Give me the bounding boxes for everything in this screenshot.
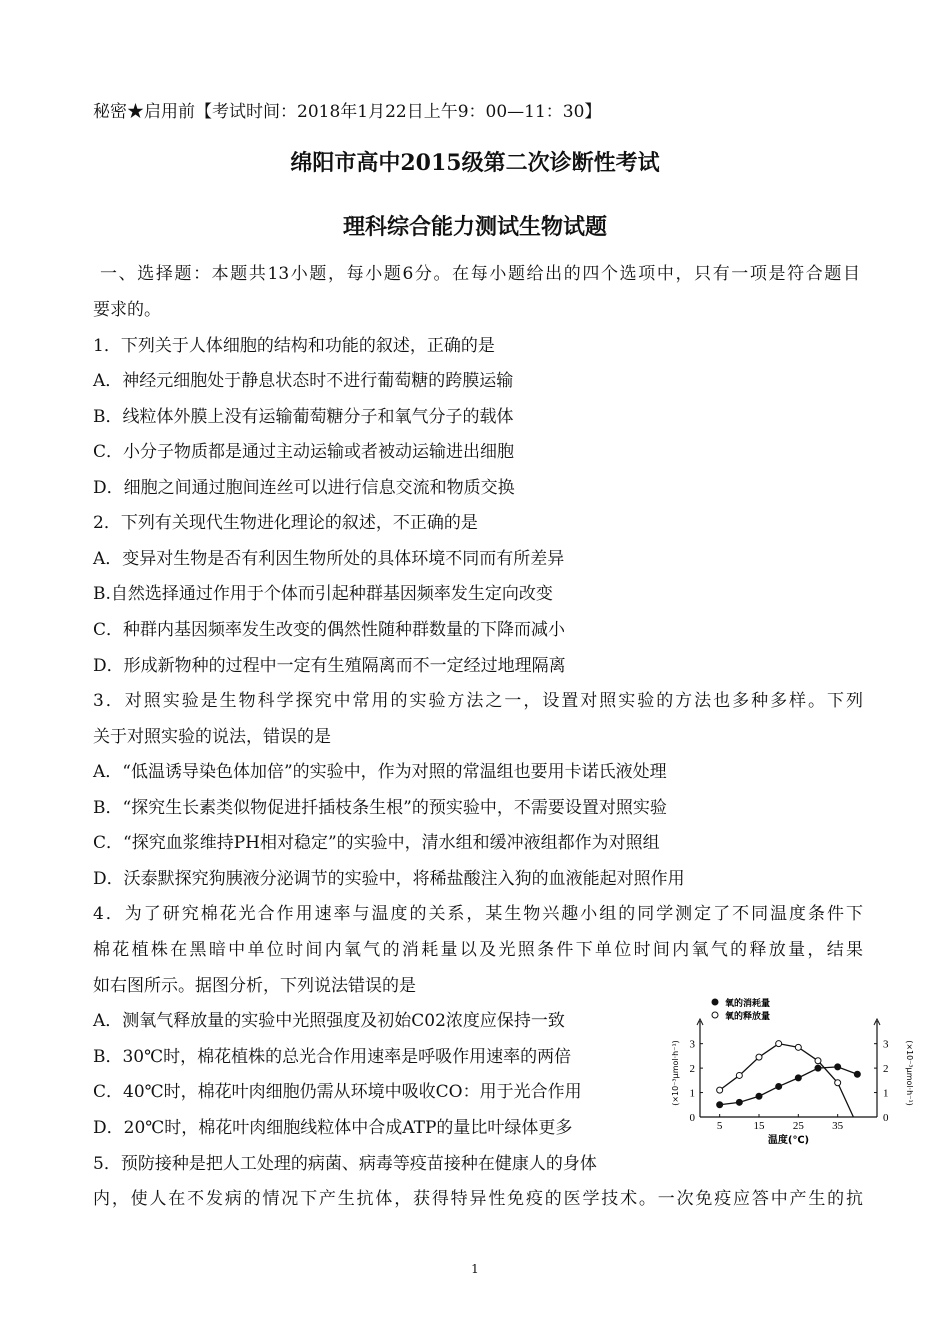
legend-marker-1 <box>712 999 718 1005</box>
page-number: 1 <box>471 1262 479 1276</box>
y-tick-label-right: 0 <box>883 1112 889 1124</box>
confidential-header: 秘密★启用前【考试时间：2018年1月22日上午9：00—11：30】 <box>93 102 602 122</box>
question-4-option-c: C．40℃时，棉花叶肉细胞仍需从环境中吸收CO：用于光合作用 <box>93 1082 582 1102</box>
question-2-stem: 2．下列有关现代生物进化理论的叙述，不正确的是 <box>93 513 478 533</box>
data-point-2 <box>835 1080 841 1086</box>
question-3-stem: 3．对照实验是生物科学探究中常用的实验方法之一，设置对照实验的方法也多种多样。下列 <box>93 691 863 711</box>
x-tick-label: 15 <box>753 1120 765 1132</box>
question-5-stem: 5．预防接种是把人工处理的病菌、病毒等疫苗接种在健康人的身体 <box>93 1154 597 1174</box>
y-tick-label-right: 2 <box>883 1063 889 1076</box>
data-point-2 <box>815 1058 821 1064</box>
x-tick-label: 5 <box>716 1120 723 1132</box>
y-tick-label-left: 1 <box>689 1087 695 1100</box>
question-3-option-c: C．“探究血浆维持PH相对稳定”的实验中，清水组和缓冲液组都作为对照组 <box>93 833 660 853</box>
question-3-option-b: B．“探究生长素类似物促进扦插枝条生根”的预实验中，不需要设置对照实验 <box>93 798 667 818</box>
question-4-stem: 4．为了研究棉花光合作用速率与温度的关系，某生物兴趣小组的同学测定了不同温度条件下 <box>93 904 863 924</box>
question-4-option-a: A．测氧气释放量的实验中光照强度及初始C02浓度应保持一致 <box>93 1011 565 1031</box>
question-3-stem-cont: 关于对照实验的说法，错误的是 <box>93 727 331 747</box>
data-point-1 <box>815 1065 821 1071</box>
y-tick-label-left: 3 <box>689 1038 695 1051</box>
question-4-option-b: B．30℃时，棉花植株的总光合作用速率是呼吸作用速率的两倍 <box>93 1047 572 1067</box>
data-point-1 <box>776 1083 782 1089</box>
question-4-stem-cont: 棉花植株在黑暗中单位时间内氧气的消耗量以及光照条件下单位时间内氧气的释放量，结果 <box>93 940 863 960</box>
question-1-stem: 1．下列关于人体细胞的结构和功能的叙述，正确的是 <box>93 336 495 356</box>
x-axis-label: 温度(℃) <box>767 1135 810 1146</box>
question-4-option-d: D．20℃时，棉花叶肉细胞线粒体中合成ATP的量比叶绿体更多 <box>93 1118 573 1138</box>
y-tick-label-right: 3 <box>883 1038 889 1051</box>
data-point-1 <box>795 1075 801 1081</box>
data-point-2 <box>736 1072 742 1078</box>
question-2-option-c: C．种群内基因频率发生改变的偶然性随种群数量的下降而减小 <box>93 620 566 640</box>
question-4-stem-end: 如右图所示。据图分析，下列说法错误的是 <box>93 976 416 996</box>
question-1-option-a: A．神经元细胞处于静息状态时不进行葡萄糖的跨膜运输 <box>93 371 514 391</box>
oxygen-temperature-chart <box>655 993 925 1153</box>
data-point-1 <box>717 1102 723 1108</box>
y-tick-label-right: 1 <box>883 1087 889 1100</box>
question-1-option-b: B．线粒体外膜上没有运输葡萄糖分子和氧气分子的载体 <box>93 407 514 427</box>
data-point-1 <box>736 1099 742 1105</box>
y-axis-label-right: (×10⁻³μmol·h⁻¹) <box>905 1040 914 1106</box>
data-point-2 <box>795 1044 801 1050</box>
question-3-option-a: A．“低温诱导染色体加倍”的实验中，作为对照的常温组也要用卡诺氏液处理 <box>93 762 667 782</box>
data-point-1 <box>835 1064 841 1070</box>
series-line-2 <box>720 1044 854 1117</box>
section-instruction: 一、选择题：本题共13小题，每小题6分。在每小题给出的四个选项中，只有一项是符合题目 <box>100 264 860 284</box>
question-1-option-d: D．细胞之间通过胞间连丝可以进行信息交流和物质交换 <box>93 478 515 498</box>
legend-marker-2 <box>712 1012 718 1018</box>
data-point-2 <box>776 1041 782 1047</box>
chart-frame <box>697 1019 880 1117</box>
y-tick-label-left: 0 <box>689 1112 695 1124</box>
paper-title: 理科综合能力测试生物试题 <box>342 214 607 240</box>
question-2-option-a: A．变异对生物是否有利因生物所处的具体环境不同而有所差异 <box>93 549 565 569</box>
x-tick-label: 35 <box>832 1120 844 1132</box>
data-point-1 <box>756 1093 762 1099</box>
legend-label-2: 氧的释放量 <box>725 1012 771 1022</box>
legend-label-1: 氧的消耗量 <box>725 999 771 1009</box>
y-tick-label-left: 2 <box>689 1063 695 1076</box>
exam-title: 绵阳市高中2015级第二次诊断性考试 <box>290 150 660 176</box>
question-5-stem-cont: 内，使人在不发病的情况下产生抗体，获得特异性免疫的医学技术。一次免疫应答中产生的抗 <box>93 1189 863 1209</box>
question-2-option-b: B.自然选择通过作用于个体而引起种群基因频率发生定向改变 <box>93 584 553 604</box>
question-1-option-c: C．小分子物质都是通过主动运输或者被动运输进出细胞 <box>93 442 515 462</box>
question-2-option-d: D．形成新物种的过程中一定有生殖隔离而不一定经过地理隔离 <box>93 656 566 676</box>
section-instruction-cont: 要求的。 <box>93 300 161 320</box>
x-tick-label: 25 <box>792 1120 804 1132</box>
data-point-1 <box>854 1071 860 1077</box>
data-point-2 <box>717 1087 723 1093</box>
question-3-option-d: D．沃泰默探究狗胰液分泌调节的实验中，将稀盐酸注入狗的血液能起对照作用 <box>93 869 685 889</box>
data-point-2 <box>756 1054 762 1060</box>
y-axis-label-left: (×10⁻³μmol·h⁻¹) <box>671 1040 680 1106</box>
